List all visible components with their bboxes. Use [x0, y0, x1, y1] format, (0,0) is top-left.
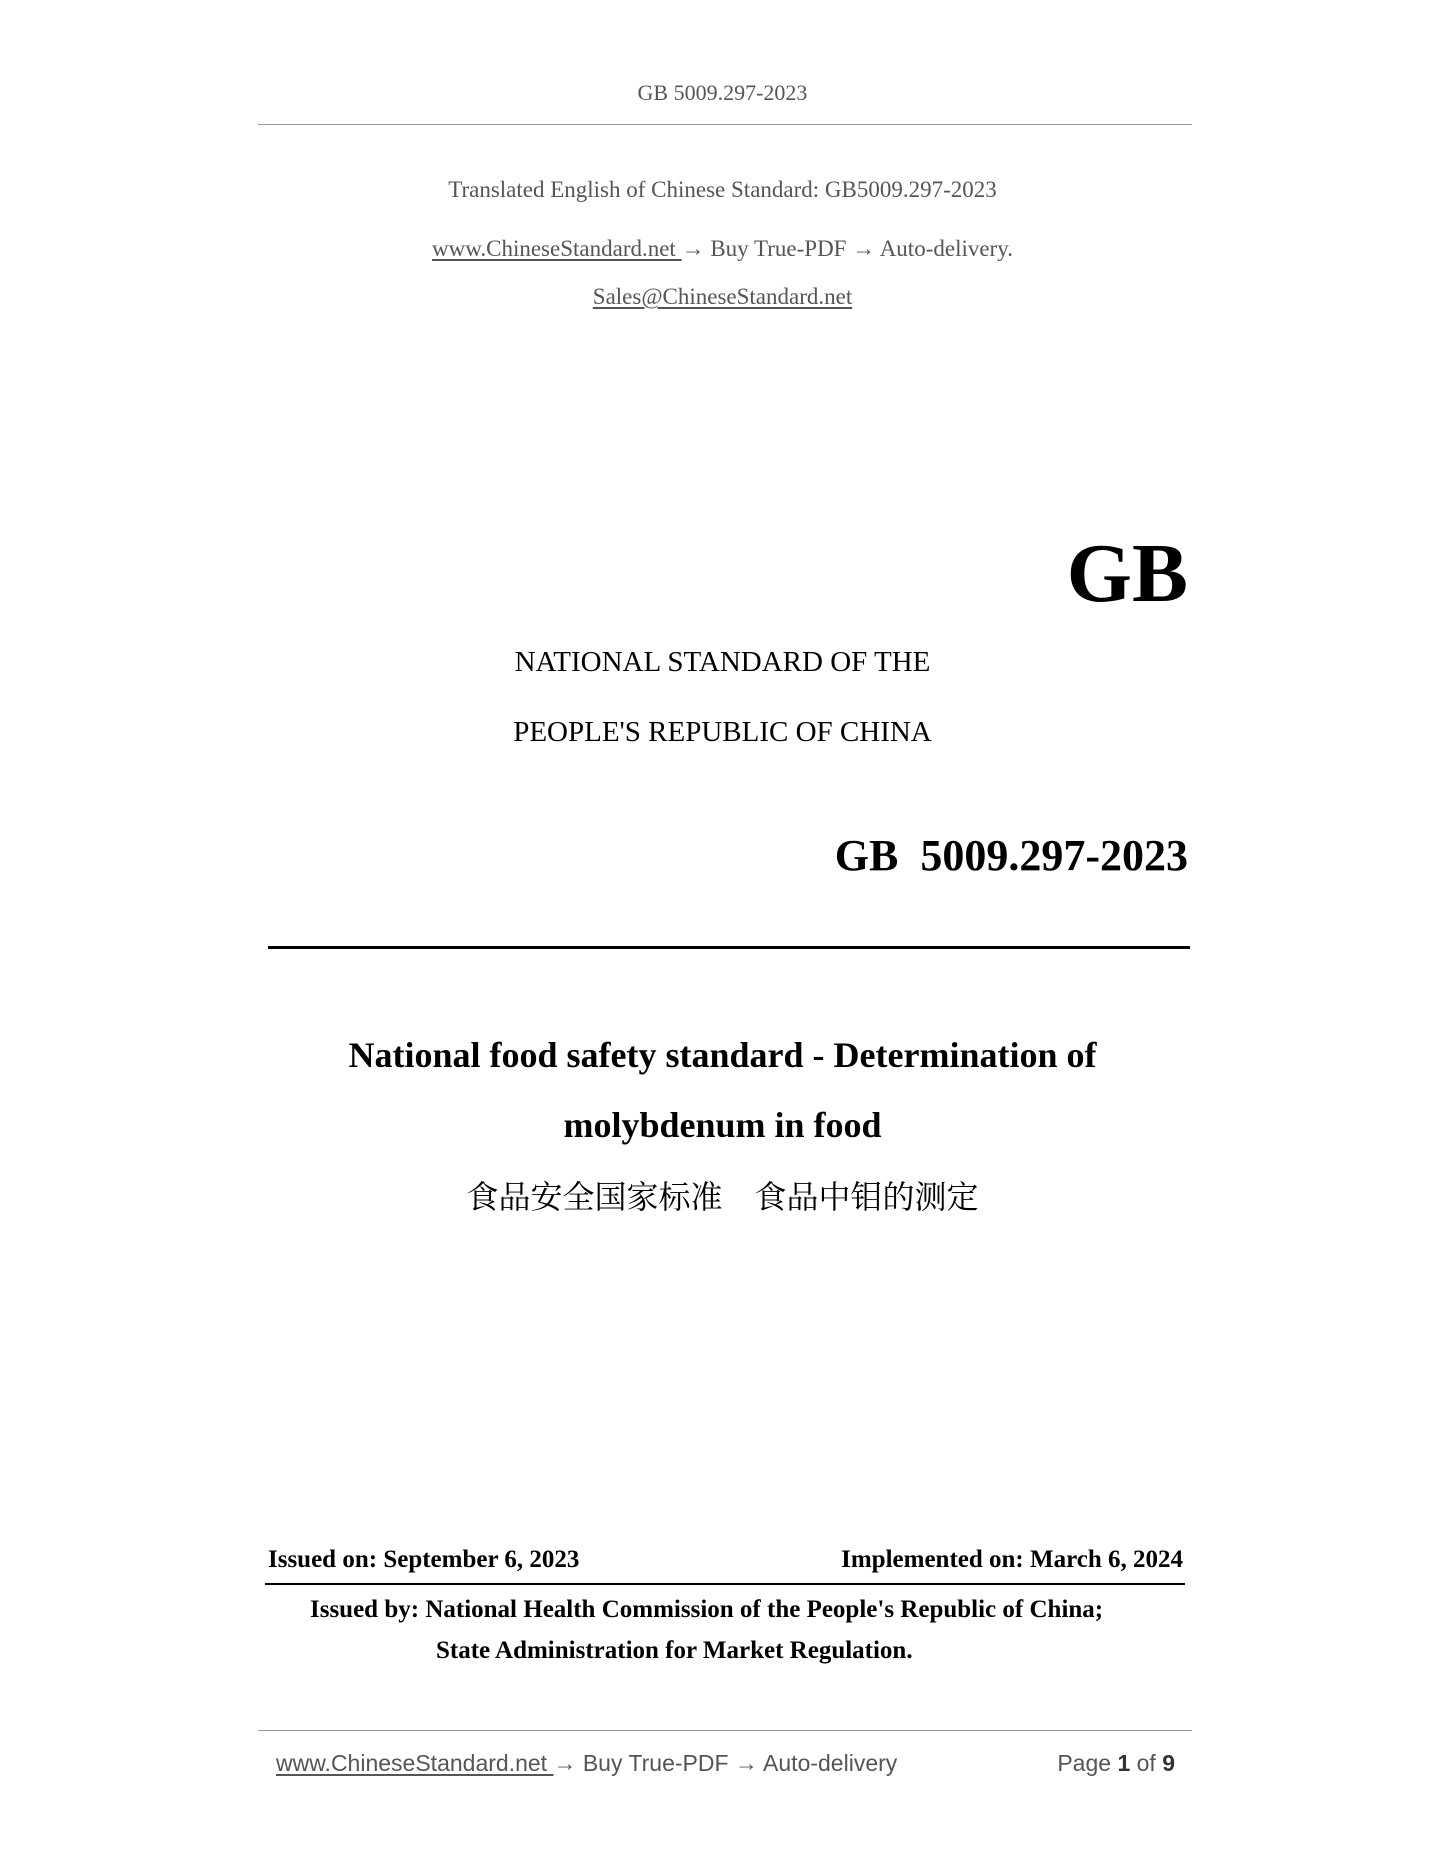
gb-mark: GB [1066, 527, 1188, 620]
national-standard-line-1: NATIONAL STANDARD OF THE [514, 646, 931, 678]
buy-line [0, 236, 1445, 262]
site-link[interactable]: www.ChineseStandard.net [432, 236, 682, 261]
page-total: 9 [1162, 1750, 1175, 1776]
sales-email-link[interactable]: Sales@ChineseStandard.net [592, 284, 853, 309]
footer-buy-text: → Buy True-PDF → Auto-delivery [553, 1750, 898, 1776]
issued-on-date: Issued on: September 6, 2023 [268, 1546, 580, 1573]
implemented-on-date: Implemented on: March 6, 2024 [841, 1546, 1183, 1573]
running-header: GB 5009.297-2023 [637, 80, 808, 105]
page-label: Page [1057, 1750, 1112, 1776]
footer-links [276, 1750, 897, 1777]
issued-by-line-1: Issued by: National Health Commission of the People's Republic of China; [310, 1596, 1104, 1623]
issued-by-line-2: State Administration for Market Regulation. [436, 1637, 913, 1664]
national-standard-line-2: PEOPLE'S REPUBLIC OF CHINA [513, 716, 932, 748]
page-current: 1 [1117, 1750, 1131, 1776]
english-title-line-2: molybdenum in food [563, 1105, 882, 1145]
footer-divider [258, 1730, 1192, 1731]
english-title-line-1: National food safety standard - Determination of [348, 1035, 1097, 1075]
header-divider [258, 124, 1192, 125]
standard-number: GB 5009.297-2023 [834, 831, 1188, 880]
footer-site-link[interactable]: www.ChineseStandard.net [276, 1750, 554, 1776]
page-indicator [1057, 1750, 1175, 1777]
sales-line [0, 284, 1445, 310]
translated-notice: Translated English of Chinese Standard: GB5009.297-2023 [448, 177, 997, 202]
title-divider [268, 946, 1190, 949]
chinese-title: 食品安全国家标准 食品中钼的测定 [466, 1179, 979, 1215]
page-of: of [1136, 1750, 1156, 1776]
buy-text: → Buy True-PDF → Auto-delivery. [681, 236, 1013, 261]
issued-divider [265, 1583, 1185, 1585]
